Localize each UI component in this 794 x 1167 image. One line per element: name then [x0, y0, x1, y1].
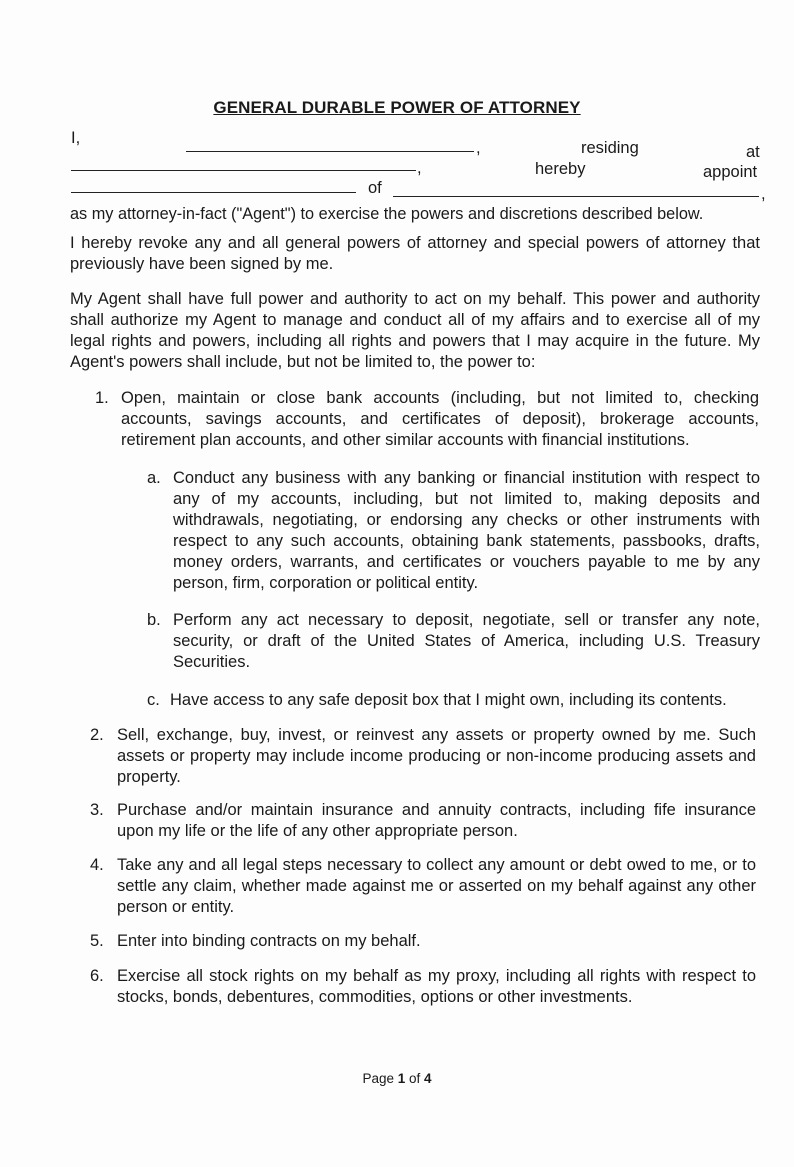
page-word: Page	[362, 1071, 394, 1086]
agent-name-blank[interactable]	[71, 192, 356, 193]
at-label: at	[746, 143, 760, 161]
of-word: of	[409, 1071, 421, 1086]
item-number: 4.	[90, 856, 104, 874]
sub-item-text: Have access to any safe deposit box that I might own, including its contents.	[170, 691, 727, 709]
sub-item-letter: b.	[147, 611, 161, 629]
item-number: 3.	[90, 801, 104, 819]
sub-item-text: Perform any act necessary to deposit, negotiate, sell or transfer any note, security, or draft of the United States of America, including U.S. Treasury Securities.	[173, 611, 760, 671]
item-text: Enter into binding contracts on my behalf.	[117, 932, 421, 950]
page-footer	[0, 1071, 794, 1086]
appoint-label: appoint	[703, 163, 758, 181]
sub-item-letter: a.	[147, 469, 161, 487]
authority-paragraph: My Agent shall have full power and authority to act on my behalf. This power and authority shall authorize my Agent to manage and conduct all of my affairs and to exercise all of my legal rights and powers, including all rights and powers that I may acquire in the future. My Agent's powers shall include, but not be limited to, the power to:	[70, 290, 760, 371]
item-number: 6.	[90, 967, 104, 985]
hereby-label: hereby	[535, 160, 586, 178]
comma-label: ,	[417, 159, 422, 177]
comma-label: ,	[761, 185, 766, 203]
page-current: 1	[397, 1071, 406, 1086]
item-number: 5.	[90, 932, 104, 950]
item-text: Open, maintain or close bank accounts (including, but not limited to, checking accounts, savings accounts, and certificates of deposit), brokerage accounts, retirement plan accounts, and other similar accounts with financial institutions.	[121, 389, 759, 449]
revocation-paragraph: I hereby revoke any and all general powers of attorney and special powers of attorney that previously have been signed by me.	[70, 234, 760, 273]
sub-item-letter: c.	[147, 691, 160, 709]
item-text: Exercise all stock rights on my behalf as my proxy, including all rights with respect to stocks, bonds, debentures, commodities, options or other investments.	[117, 967, 756, 1006]
item-number: 1.	[95, 389, 109, 407]
i-label: I,	[71, 129, 81, 147]
item-number: 2.	[90, 726, 104, 744]
page-total: 4	[424, 1071, 432, 1086]
agent-designation-line: as my attorney-in-fact ("Agent") to exercise the powers and discretions described below.	[70, 205, 704, 223]
agent-address-blank[interactable]	[393, 196, 759, 197]
sub-item-text: Conduct any business with any banking or financial institution with respect to any of my accounts, including, but not limited to, making deposits and withdrawals, negotiating, or endorsing any checks or other instruments with respect to any such accounts, obtaining bank statements, passbooks, drafts, money orders, warrants, and certificates or vouchers payable to me by any person, firm, corporation or political entity.	[173, 469, 760, 592]
comma-label: ,	[476, 139, 481, 157]
item-text: Purchase and/or maintain insurance and annuity contracts, including fife insurance upon my life or the life of any other appropriate person.	[117, 801, 756, 840]
item-text: Take any and all legal steps necessary to collect any amount or debt owed to me, or to settle any claim, whether made against me or asserted on my behalf against any other person or entity.	[117, 856, 756, 916]
name-blank[interactable]	[186, 151, 474, 152]
of-label: of	[368, 179, 382, 197]
address-blank[interactable]	[71, 170, 416, 171]
document-title: GENERAL DURABLE POWER OF ATTORNEY	[213, 98, 581, 117]
item-text: Sell, exchange, buy, invest, or reinvest any assets or property owned by me. Such assets or property may include income producing or non-income producing assets and property.	[117, 726, 756, 786]
residing-label: residing	[581, 139, 639, 157]
